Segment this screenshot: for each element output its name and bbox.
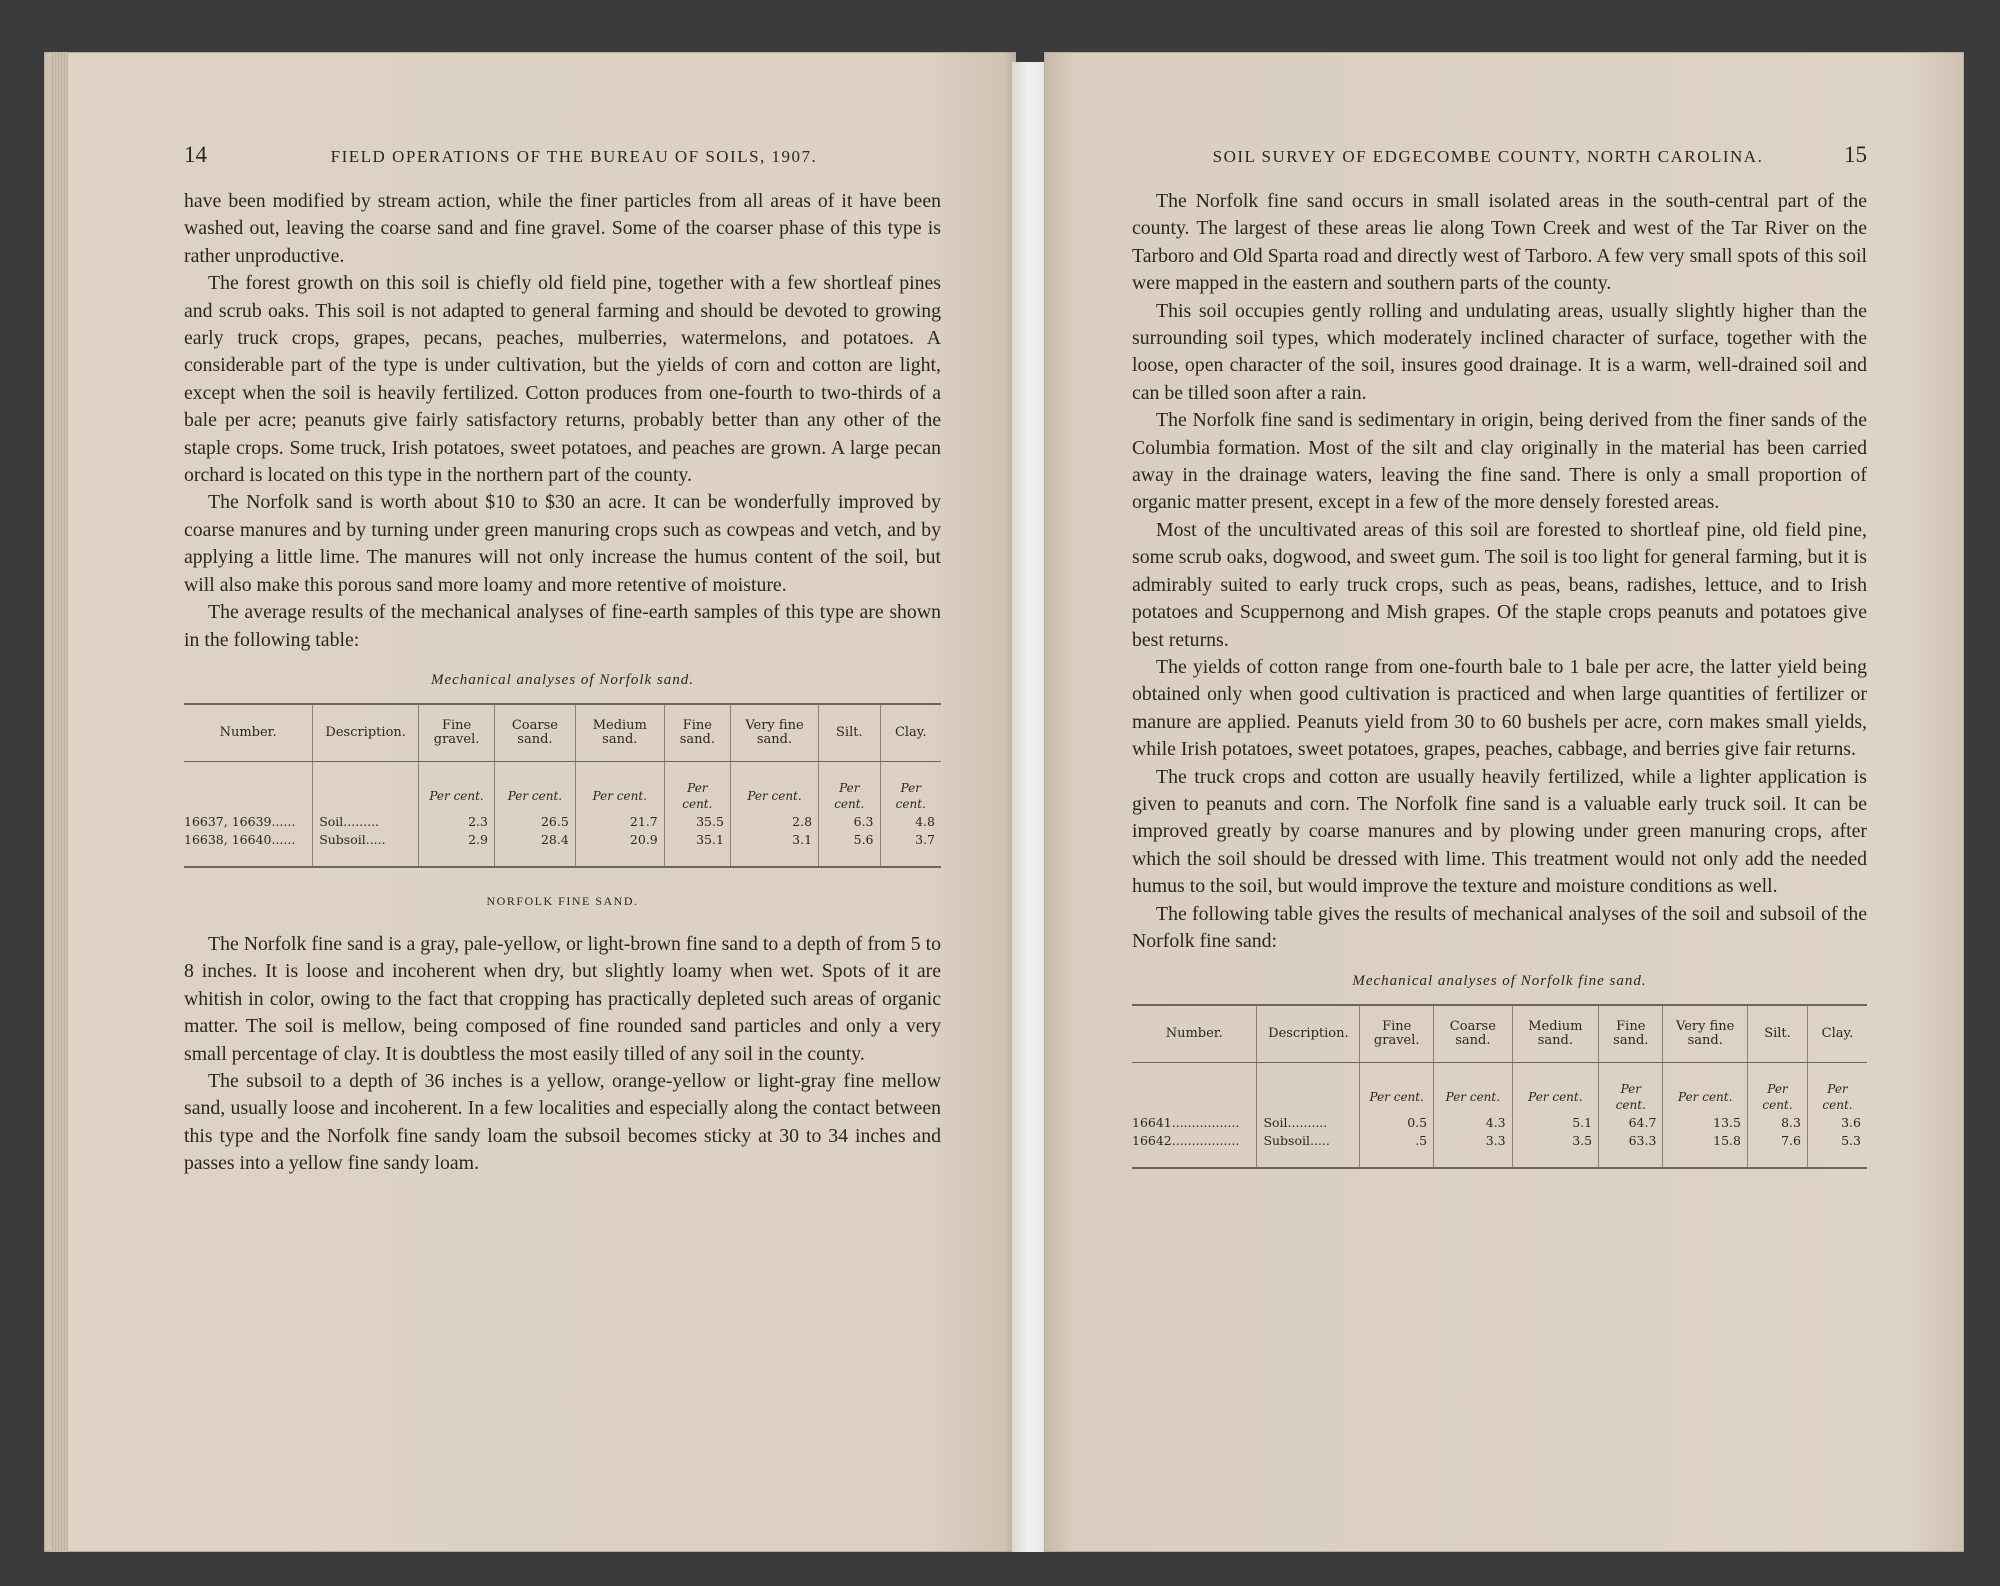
right-page-content — [1132, 142, 1867, 1175]
value-cell: 28.4 — [494, 831, 575, 867]
column-header: Coarse sand. — [1434, 1005, 1512, 1063]
paragraph: The subsoil to a depth of 36 inches is a yellow, orange-yellow or light-gray fine mellow sand, usually loose and incoherent. In a few localities and especially along the contact between this type and the Norfolk fine sandy loam the subsoil becomes sticky at 30 to 34 inches and passes into a yellow fine sandy loam. — [184, 1069, 941, 1175]
left-page-content — [184, 142, 941, 1178]
sample-number: 16637, 16639...... — [184, 813, 296, 829]
paragraph: This soil occupies gently rolling and undulating areas, usually slightly higher than the surrounding soil types, which moderately inclined character of surface, together with the loose, open character of the soil, insures good drainage. It is a warm, well-drained soil and can be tilled soon after a rain. — [1132, 299, 1867, 404]
paragraph: The Norfolk fine sand is sedimentary in origin, being derived from the finer sands of the Columbia formation. Most of the silt and clay originally in the material has been carried away in the drainage waters, leaving the fine sand. There is only a small proportion of organic matter present, except in a few of the more densely forested areas. — [1132, 409, 1867, 514]
table-row — [1132, 1114, 1867, 1132]
value-cell: 0.5 — [1360, 1114, 1434, 1132]
right-page-number: 15 — [1844, 142, 1867, 167]
sample-number: 16638, 16640...... — [184, 831, 296, 847]
value-cell: 2.8 — [730, 813, 818, 831]
column-header: Fine sand. — [664, 704, 730, 762]
paragraph: have been modified by stream action, while the finer particles from all areas of it have been washed out, leaving the coarse sand and fine gravel. Some of the coarser phase of this type is rather unproductive. — [184, 190, 941, 267]
column-header: Coarse sand. — [494, 704, 575, 762]
unit-cell: Per cent. — [1663, 1063, 1748, 1115]
value-cell: 2.9 — [419, 831, 495, 867]
right-running-title: SOIL SURVEY OF EDGECOMBE COUNTY, NORTH CAROLINA. — [1212, 147, 1764, 166]
value-cell: 4.3 — [1434, 1114, 1512, 1132]
value-cell: .5 — [1360, 1132, 1434, 1168]
sample-description: Soil......... — [313, 813, 419, 831]
sample-description: Subsoil..... — [313, 831, 419, 867]
table-row — [1132, 1132, 1867, 1168]
value-cell: 2.3 — [419, 813, 495, 831]
value-cell: 5.3 — [1807, 1132, 1867, 1168]
table-caption: Mechanical analyses of Norfolk fine sand. — [1352, 973, 1647, 990]
value-cell: 7.6 — [1747, 1132, 1807, 1168]
left-running-title: FIELD OPERATIONS OF THE BUREAU OF SOILS, 1907. — [330, 147, 818, 166]
paragraph: The Norfolk fine sand occurs in small isolated areas in the south-central part of the county. The largest of these areas lie along Town Creek and west of the Tar River on the Tarboro and Old Sparta road and directly west of Tarboro. A few very small spots of this soil were mapped in the eastern and southern parts of the county. — [1132, 190, 1867, 295]
unit-cell: Per cent. — [664, 761, 730, 813]
column-header: Very fine sand. — [1663, 1005, 1748, 1063]
units-row — [184, 761, 941, 813]
paragraph: The average results of the mechanical analyses of fine-earth samples of this type are shown in the following table: — [184, 601, 941, 651]
value-cell: 21.7 — [575, 813, 664, 831]
unit-cell: Per cent. — [494, 761, 575, 813]
paragraph: The Norfolk sand is worth about $10 to $30 an acre. It can be wonderfully improved by coarse manures and by turning under green manuring crops such as cowpeas and vetch, and by applying a little lime. The manures will not only increase the humus content of the soil, but will also make this porous sand more loamy and more retentive of moisture. — [184, 491, 941, 596]
table-row — [184, 831, 941, 867]
sample-number: 16642................. — [1132, 1133, 1240, 1149]
left-running-head — [184, 142, 941, 168]
table-row — [184, 813, 941, 831]
value-cell: 63.3 — [1599, 1132, 1663, 1168]
value-cell: 3.1 — [730, 831, 818, 867]
column-header: Clay. — [1807, 1005, 1867, 1063]
value-cell: 35.5 — [664, 813, 730, 831]
unit-cell: Per cent. — [1747, 1063, 1807, 1115]
unit-cell: Per cent. — [730, 761, 818, 813]
page-edges — [50, 52, 68, 1552]
column-header: Silt. — [819, 704, 880, 762]
paragraph: The Norfolk fine sand is a gray, pale-yellow, or light-brown fine sand to a depth of from 5 to 8 inches. It is loose and incoherent when dry, but slightly loamy when wet. Spots of it are whitish in color, owing to the fact that cropping has practically depleted such areas of organic matter. The soil is mellow, being composed of fine rounded sand particles and only a very small percentage of clay. It is doubtless the most easily tilled of any soil in the county. — [184, 932, 941, 1065]
value-cell: 5.6 — [819, 831, 880, 867]
unit-cell: Per cent. — [880, 761, 941, 813]
mechanical-analyses-table — [1132, 1004, 1867, 1169]
column-header: Very fine sand. — [730, 704, 818, 762]
paragraph: The yields of cotton range from one-fourth bale to 1 bale per acre, the latter yield being obtained only when good cultivation is practiced and when large quantities of fertilizer or manure are applied. Peanuts yield from 30 to 60 bushels per acre, corn makes small yields, while Irish potatoes, sweet potatoes, grapes, peaches, cabbage, and berries give fair returns. — [1132, 655, 1867, 761]
sample-number: 16641................. — [1132, 1115, 1240, 1131]
table-caption: Mechanical analyses of Norfolk sand. — [430, 671, 695, 688]
column-header: Fine gravel. — [419, 704, 495, 762]
section-heading: NORFOLK FINE SAND. — [486, 893, 639, 908]
value-cell: 35.1 — [664, 831, 730, 867]
column-header: Fine sand. — [1599, 1005, 1663, 1063]
column-header: Fine gravel. — [1360, 1005, 1434, 1063]
unit-cell: Per cent. — [419, 761, 495, 813]
column-header: Number. — [184, 704, 313, 762]
unit-cell: Per cent. — [1807, 1063, 1867, 1115]
value-cell: 20.9 — [575, 831, 664, 867]
sample-description: Soil.......... — [1257, 1114, 1360, 1132]
unit-cell: Per cent. — [1360, 1063, 1434, 1115]
sample-description: Subsoil..... — [1257, 1132, 1360, 1168]
right-running-head — [1132, 142, 1867, 168]
paragraph: The forest growth on this soil is chiefly old field pine, together with a few shortleaf pines and scrub oaks. This soil is not adapted to general farming and should be devoted to growing early truck crops, grapes, pecans, peaches, mulberries, watermelons, and potatoes. A considerable part of the type is under cultivation, but the yields of corn and cotton are light, except when the soil is heavily fertilized. Cotton produces from one-fourth to two-thirds of a bale per acre; peanuts give fairly satisfactory returns, probably better than any other of the staple crops. Some truck, Irish potatoes, sweet potatoes, and peaches are grown. A large pecan orchard is located on this type in the northern part of the county. — [184, 272, 941, 487]
paragraph: The following table gives the results of mechanical analyses of the soil and subsoil of the Norfolk fine sand: — [1132, 902, 1867, 952]
value-cell: 4.8 — [880, 813, 941, 831]
left-page — [44, 52, 1016, 1552]
value-cell: 3.7 — [880, 831, 941, 867]
unit-cell: Per cent. — [575, 761, 664, 813]
column-header: Description. — [1257, 1005, 1360, 1063]
value-cell: 3.5 — [1512, 1132, 1599, 1168]
right-page — [1044, 52, 1964, 1552]
mechanical-analyses-table — [184, 703, 941, 868]
unit-cell: Per cent. — [819, 761, 880, 813]
value-cell: 8.3 — [1747, 1114, 1807, 1132]
units-row — [1132, 1063, 1867, 1115]
value-cell: 26.5 — [494, 813, 575, 831]
paragraph: The truck crops and cotton are usually heavily fertilized, while a lighter application is given to peanuts and corn. The Norfolk fine sand is a valuable early truck soil. It can be improved greatly by coarse manures and by plowing under green manuring crops, after which the soil should be dressed with lime. This treatment would not only add the needed humus to the soil, but would improve the texture and moisture conditions as well. — [1132, 765, 1867, 898]
unit-cell: Per cent. — [1512, 1063, 1599, 1115]
unit-cell: Per cent. — [1434, 1063, 1512, 1115]
value-cell: 6.3 — [819, 813, 880, 831]
column-header: Medium sand. — [1512, 1005, 1599, 1063]
table-header-row — [1132, 1005, 1867, 1063]
column-header: Silt. — [1747, 1005, 1807, 1063]
column-header: Clay. — [880, 704, 941, 762]
value-cell: 15.8 — [1663, 1132, 1748, 1168]
column-header: Medium sand. — [575, 704, 664, 762]
value-cell: 64.7 — [1599, 1114, 1663, 1132]
open-book — [44, 52, 1964, 1552]
column-header: Number. — [1132, 1005, 1257, 1063]
value-cell: 5.1 — [1512, 1114, 1599, 1132]
paragraph: Most of the uncultivated areas of this soil are forested to shortleaf pine, old field pine, some scrub oaks, dogwood, and sweet gum. The soil is too light for general farming, but it is admirably suited to early truck crops, such as peas, beans, radishes, lettuce, and to Irish potatoes and Scuppernong and Mish grapes. Of the staple crops peanuts and potatoes give best returns. — [1132, 518, 1867, 651]
value-cell: 3.6 — [1807, 1114, 1867, 1132]
column-header: Description. — [313, 704, 419, 762]
table-header-row — [184, 704, 941, 762]
left-page-number: 14 — [184, 142, 207, 167]
value-cell: 3.3 — [1434, 1132, 1512, 1168]
value-cell: 13.5 — [1663, 1114, 1748, 1132]
unit-cell: Per cent. — [1599, 1063, 1663, 1115]
